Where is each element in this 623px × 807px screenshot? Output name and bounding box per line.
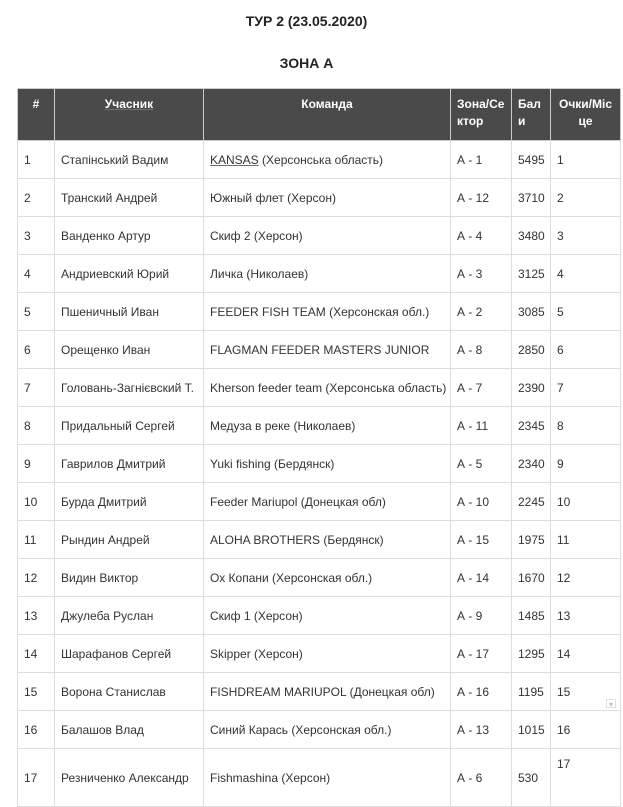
table-row xyxy=(18,331,621,369)
table-row xyxy=(18,483,621,521)
row-participant: Шарафанов Сергей xyxy=(55,635,204,673)
row-zone: А - 8 xyxy=(451,331,512,369)
row-zone: А - 4 xyxy=(451,217,512,255)
row-score: 3480 xyxy=(512,217,551,255)
row-num: 15 xyxy=(18,673,55,711)
table-row xyxy=(18,673,621,711)
table-row xyxy=(18,521,621,559)
row-team: ALOHA BROTHERS (Бердянск) xyxy=(204,521,451,559)
row-num: 9 xyxy=(18,445,55,483)
row-zone: А - 10 xyxy=(451,483,512,521)
row-place: 7 xyxy=(551,369,621,407)
row-participant: Андриевский Юрий xyxy=(55,255,204,293)
row-score: 3085 xyxy=(512,293,551,331)
row-num: 17 xyxy=(18,749,55,807)
row-place: 12 xyxy=(551,559,621,597)
row-place: 5 xyxy=(551,293,621,331)
results-table xyxy=(17,88,621,807)
row-zone: А - 1 xyxy=(451,141,512,179)
header-num: # xyxy=(18,89,55,141)
row-team: Медуза в реке (Николаев) xyxy=(204,407,451,445)
row-num: 6 xyxy=(18,331,55,369)
header-zone-sector xyxy=(451,89,512,141)
row-zone: А - 17 xyxy=(451,635,512,673)
row-num: 1 xyxy=(18,141,55,179)
table-header-row xyxy=(18,89,621,141)
table-row xyxy=(18,445,621,483)
row-score: 2245 xyxy=(512,483,551,521)
row-score: 1485 xyxy=(512,597,551,635)
tour-title: ТУР 2 (23.05.2020) xyxy=(245,13,368,29)
row-participant: Рындин Андрей xyxy=(55,521,204,559)
row-team: Синий Карась (Херсонская обл.) xyxy=(204,711,451,749)
row-team xyxy=(204,141,451,179)
chevron-down-icon[interactable]: ▾ xyxy=(606,699,616,708)
row-participant: Резниченко Александр xyxy=(55,749,204,807)
row-participant: Ванденко Артур xyxy=(55,217,204,255)
row-score: 2390 xyxy=(512,369,551,407)
row-score: 2340 xyxy=(512,445,551,483)
row-zone: А - 11 xyxy=(451,407,512,445)
row-num: 4 xyxy=(18,255,55,293)
row-participant: Головань-Загнієвский Т. xyxy=(55,369,204,407)
row-score: 530 xyxy=(512,749,551,807)
row-team: FISHDREAM MARIUPOL (Донецкая обл) xyxy=(204,673,451,711)
header-zone-line1: Зона/Се xyxy=(457,97,505,111)
row-place: 11 xyxy=(551,521,621,559)
table-row xyxy=(18,559,621,597)
row-place: 17 xyxy=(551,749,621,807)
table-row xyxy=(18,369,621,407)
row-participant: Джулеба Руслан xyxy=(55,597,204,635)
table-row xyxy=(18,749,621,807)
row-place: 15 xyxy=(551,673,621,711)
row-score: 1670 xyxy=(512,559,551,597)
header-score xyxy=(512,89,551,141)
row-num: 8 xyxy=(18,407,55,445)
row-num: 5 xyxy=(18,293,55,331)
row-score: 1015 xyxy=(512,711,551,749)
row-zone: А - 15 xyxy=(451,521,512,559)
row-team-link[interactable]: KANSAS xyxy=(210,152,259,167)
row-zone: А - 3 xyxy=(451,255,512,293)
row-participant: Видин Виктор xyxy=(55,559,204,597)
row-team: Ох Копани (Херсонская обл.) xyxy=(204,559,451,597)
row-place: 4 xyxy=(551,255,621,293)
table-row xyxy=(18,711,621,749)
row-score: 1195 xyxy=(512,673,551,711)
row-team-rest: (Херсонська область) xyxy=(258,152,384,167)
row-place: 3 xyxy=(551,217,621,255)
zone-title: ЗОНА А xyxy=(279,55,334,71)
row-num: 7 xyxy=(18,369,55,407)
row-place: 2 xyxy=(551,179,621,217)
row-score: 2850 xyxy=(512,331,551,369)
row-place: 13 xyxy=(551,597,621,635)
row-zone: А - 13 xyxy=(451,711,512,749)
table-body xyxy=(18,141,621,807)
row-place: 16 xyxy=(551,711,621,749)
row-team: Личка (Николаев) xyxy=(204,255,451,293)
row-num: 2 xyxy=(18,179,55,217)
row-team: Fishmashina (Херсон) xyxy=(204,749,451,807)
row-team: Feeder Mariupol (Донецкая обл) xyxy=(204,483,451,521)
header-place-line1: Очки/Міс xyxy=(558,97,613,111)
table-row xyxy=(18,217,621,255)
row-zone: А - 9 xyxy=(451,597,512,635)
row-num: 12 xyxy=(18,559,55,597)
row-team: Kherson feeder team (Херсонська область) xyxy=(204,369,451,407)
row-team: Скиф 1 (Херсон) xyxy=(204,597,451,635)
row-participant: Орещенко Иван xyxy=(55,331,204,369)
row-place: 9 xyxy=(551,445,621,483)
row-zone: А - 16 xyxy=(451,673,512,711)
row-zone: А - 2 xyxy=(451,293,512,331)
row-num: 13 xyxy=(18,597,55,635)
row-place: 1 xyxy=(551,141,621,179)
row-participant: Придальный Сергей xyxy=(55,407,204,445)
row-score: 5495 xyxy=(512,141,551,179)
row-participant: Стапінський Вадим xyxy=(55,141,204,179)
header-team: Команда xyxy=(204,89,451,141)
row-zone: А - 12 xyxy=(451,179,512,217)
row-score: 1975 xyxy=(512,521,551,559)
row-team: Скиф 2 (Херсон) xyxy=(204,217,451,255)
row-team: Южный флет (Херсон) xyxy=(204,179,451,217)
header-zone-line2: ктор xyxy=(457,114,484,128)
row-zone: А - 7 xyxy=(451,369,512,407)
row-team: FLAGMAN FEEDER MASTERS JUNIOR xyxy=(204,331,451,369)
row-place: 6 xyxy=(551,331,621,369)
row-zone: А - 14 xyxy=(451,559,512,597)
row-num: 14 xyxy=(18,635,55,673)
row-zone: А - 6 xyxy=(451,749,512,807)
row-participant: Гаврилов Дмитрий xyxy=(55,445,204,483)
header-score-line2: и xyxy=(518,114,526,128)
row-participant: Транский Андрей xyxy=(55,179,204,217)
row-team: FEEDER FISH TEAM (Херсонская обл.) xyxy=(204,293,451,331)
row-score: 1295 xyxy=(512,635,551,673)
table-row xyxy=(18,407,621,445)
row-num: 10 xyxy=(18,483,55,521)
row-team: Yuki fishing (Бердянск) xyxy=(204,445,451,483)
header-place-line2: це xyxy=(578,114,593,128)
row-zone: А - 5 xyxy=(451,445,512,483)
row-participant: Балашов Влад xyxy=(55,711,204,749)
table-row xyxy=(18,293,621,331)
row-participant: Пшеничный Иван xyxy=(55,293,204,331)
table-row xyxy=(18,255,621,293)
row-place: 10 xyxy=(551,483,621,521)
table-row xyxy=(18,179,621,217)
row-num: 11 xyxy=(18,521,55,559)
row-num: 3 xyxy=(18,217,55,255)
header-participant[interactable] xyxy=(55,89,204,141)
row-participant: Бурда Дмитрий xyxy=(55,483,204,521)
row-score: 2345 xyxy=(512,407,551,445)
header-participant-label: Учасник xyxy=(104,97,154,111)
header-score-line1: Бал xyxy=(518,97,541,111)
row-participant: Ворона Станислав xyxy=(55,673,204,711)
table-row xyxy=(18,635,621,673)
row-num: 16 xyxy=(18,711,55,749)
row-place: 14 xyxy=(551,635,621,673)
table-row xyxy=(18,141,621,179)
table-row xyxy=(18,597,621,635)
row-score: 3125 xyxy=(512,255,551,293)
row-place: 8 xyxy=(551,407,621,445)
row-score: 3710 xyxy=(512,179,551,217)
row-team: Skipper (Херсон) xyxy=(204,635,451,673)
header-place xyxy=(551,89,621,141)
